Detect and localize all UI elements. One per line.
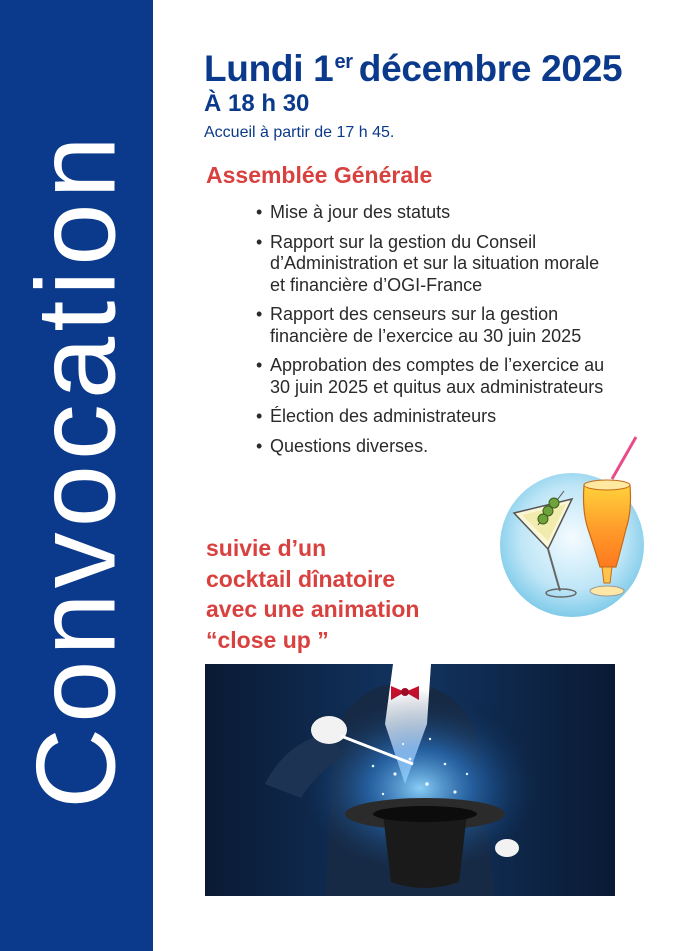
agenda-item: • Questions diverses.	[256, 436, 616, 458]
agenda-list	[256, 202, 616, 465]
followup-line: “close up ”	[206, 626, 329, 653]
cocktail-glasses-icon	[484, 433, 659, 623]
followup-line: suivie d’un	[206, 535, 327, 561]
agenda-item: • Élection des administrateurs	[256, 406, 616, 428]
agenda-item: • Approbation des comptes de l’exercice au 30 juin 2025 et quitus aux administrateurs	[256, 355, 616, 398]
sidebar-band	[0, 0, 153, 951]
assembly-title: Assemblée Générale	[206, 162, 433, 188]
sidebar-title: Convocation	[13, 131, 139, 809]
event-time: À 18 h 30	[204, 90, 310, 117]
followup-line: avec une animation	[206, 596, 420, 622]
followup-line: cocktail dînatoire	[206, 565, 396, 592]
date-suffix: décembre 2025	[358, 48, 623, 89]
agenda-item: • Mise à jour des statuts	[256, 202, 616, 224]
date-superscript: er	[334, 51, 353, 73]
event-date	[204, 48, 622, 90]
date-prefix: Lundi 1	[204, 48, 334, 89]
followup-text	[206, 533, 419, 655]
agenda-item: • Rapport des censeurs sur la gestion financière de l’exercice au 30 juin 2025	[256, 304, 616, 347]
welcome-note: Accueil à partir de 17 h 45.	[204, 124, 395, 141]
magician-top-hat-photo	[205, 664, 615, 896]
agenda-item: • Rapport sur la gestion du Conseil d’Administration et sur la situation morale et financière d’OGI-France	[256, 232, 616, 297]
